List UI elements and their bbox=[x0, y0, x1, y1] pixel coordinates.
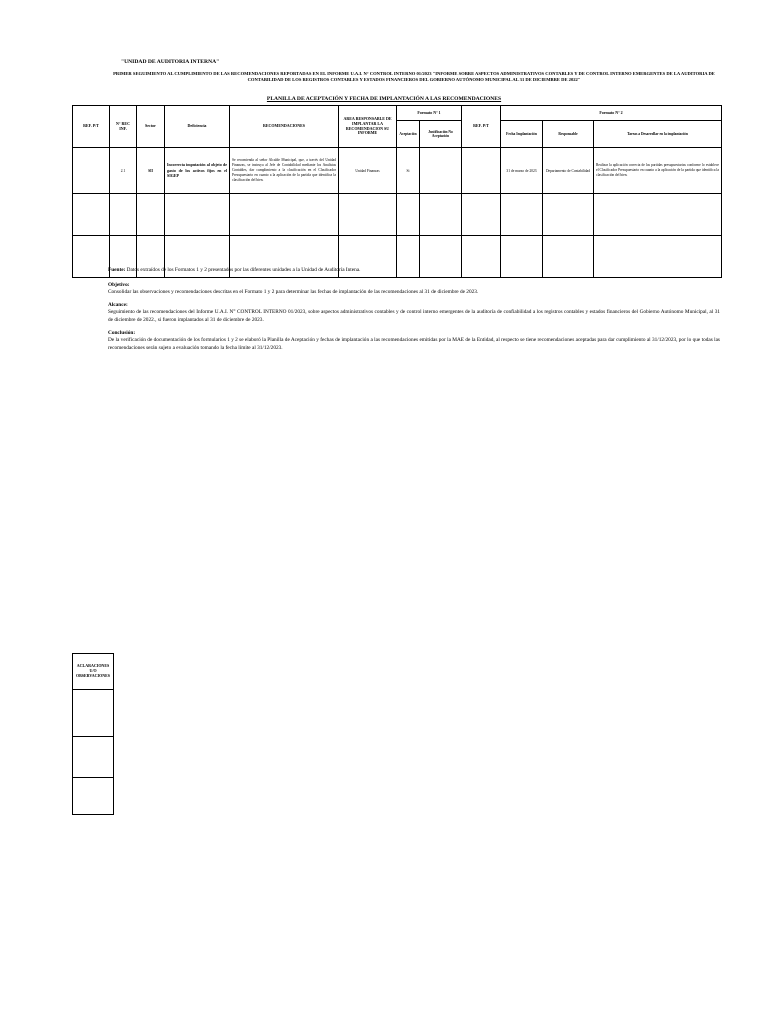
alcance-heading: Alcance: bbox=[108, 302, 128, 308]
cell-recomendacion: Se recomienda al señor Alcalde Municipal, que, a través del Unidad Finanzas, se instruya al Jefe de Contabilidad mediante los Analistas Contables, dar cumplimiento a la clasificación en el Clasificador Presupuestario en cuanto a la aplicación de la partida que identifica la clasificación del bien. bbox=[230, 148, 339, 194]
planilla-title: PLANILLA DE ACEPTACIÓN Y FECHA DE IMPLANTACIÓN A LAS RECOMENDACIONES bbox=[266, 96, 502, 102]
col-deficiencia: Deficiencia bbox=[165, 106, 230, 148]
fuente-note bbox=[108, 267, 360, 273]
conclusion-section bbox=[108, 330, 720, 352]
alcance-section bbox=[108, 302, 720, 324]
fuente-label: Fuente: bbox=[108, 267, 126, 273]
cell-responsable: Departamento de Contabilidad bbox=[543, 148, 594, 194]
formato1-header: Formato N° 1 bbox=[397, 106, 462, 121]
unit-title: "UNIDAD DE AUDITORIA INTERNA" bbox=[121, 59, 220, 65]
observations-cell bbox=[73, 778, 114, 815]
cell-aceptacion: Si bbox=[397, 148, 420, 194]
conclusion-text: De la verificación de documentación de los formularios 1 y 2 se elaboró la Planilla de Aceptación y fechas de implantación a las recomendaciones emitidas por la MAE de la Entidad, al respecto se tiene recomendaciones aceptadas para dar cumplimiento al 31/12/2023, por lo que todas las recomendaciones serán sujeto a evaluación tomando la fecha límite al 31/12/2023. bbox=[108, 337, 720, 351]
objetivo-text: Consolidar las observaciones y recomendaciones descritas en el Formato 1 y 2 para determinar las fechas de implantación de las recomendaciones al 31 de diciembre de 2023. bbox=[108, 289, 479, 296]
cell-ref2 bbox=[462, 148, 501, 194]
cell-tareas: Realizar la aplicación correcta de las partidas presupuestarias conforme lo establece el Clasificador Presupuestario en cuanto a la aplicación de la partida que identifica la clasificación del bien. bbox=[594, 148, 722, 194]
conclusion-heading: Conclusión: bbox=[108, 330, 136, 336]
col-sector: Sector bbox=[137, 106, 165, 148]
document-title: PRIMER SEGUIMIENTO AL CUMPLIMIENTO DE LAS RECOMENDACIONES REPORTADAS EN EL INFORME U.A.I. N° CONTROL INTERNO 01/2023 "INFORME SOBRE ASPECTOS ADMINISTRATIVOS CONTABLES Y DE CONTROL INTERNO EMERGENTES DE LA AUDITORIA DE CONTABILIDAD DE LOS REGISTROS CONTABLES Y ESTADOS FINANCIEROS DEL GOBIERNO AUTÓNOMO MUNICIPAL AL 31 DE DICIEMBRE DE 2022" bbox=[113, 71, 715, 83]
cell-ref bbox=[73, 148, 110, 194]
objetivo-section bbox=[108, 282, 720, 297]
observations-cell bbox=[73, 690, 114, 737]
col-fecha: Fecha Implantación bbox=[501, 121, 543, 148]
col-aceptacion: Aceptación bbox=[397, 121, 420, 148]
cell-nrec: 2.1 bbox=[110, 148, 137, 194]
observations-table bbox=[72, 653, 114, 815]
col-ref2: REF. P/T bbox=[462, 106, 501, 148]
alcance-text: Seguimiento de las recomendaciones del Informe U.A.I. N° CONTROL INTERNO 01/2023, sobre aspectos administrativos contables y de control interno emergentes de la auditoría de confiabilidad a los registros contables y estados financieros del Gobierno Autónomo Municipal, al 31 de diciembre de 2022., si fueron implantados al 31 de diciembre de 2023. bbox=[108, 309, 720, 323]
col-ref: REF. P/T bbox=[73, 106, 110, 148]
cell-justificacion bbox=[420, 148, 462, 194]
col-nrec: N° REC INF. bbox=[110, 106, 137, 148]
table-row bbox=[73, 148, 722, 194]
cell-area: Unidad Finanzas bbox=[339, 148, 397, 194]
col-area: AREA RESPONSABLE DE IMPLANTAR LA RECOMENDACION SU INFORME bbox=[339, 106, 397, 148]
cell-fecha: 31 de marzo de 2023 bbox=[501, 148, 543, 194]
cell-sector: SII bbox=[137, 148, 165, 194]
table-row bbox=[73, 194, 722, 236]
cell-deficiencia: Incorrecta imputación al objeto de gasto de los activos fijos en el SIGEP bbox=[165, 148, 230, 194]
col-responsable: Responsable bbox=[543, 121, 594, 148]
objetivo-heading: Objetivo: bbox=[108, 282, 130, 288]
observations-heading: ACLARACIONES U/O OBSERVACIONES bbox=[73, 654, 114, 690]
col-justificacion: Justificación No Aceptación bbox=[420, 121, 462, 148]
recommendations-table bbox=[72, 105, 722, 278]
observations-cell bbox=[73, 737, 114, 778]
fuente-text: Datos extraídos de los Formatos 1 y 2 presentados por las diferentes unidades a la Unidad de Auditoría Intena. bbox=[125, 267, 361, 273]
col-tareas: Tareas a Desarrollar en la implantación bbox=[594, 121, 722, 148]
col-recomendaciones: RECOMENDACIONES bbox=[230, 106, 339, 148]
formato2-header: Formato N° 2 bbox=[501, 106, 722, 121]
